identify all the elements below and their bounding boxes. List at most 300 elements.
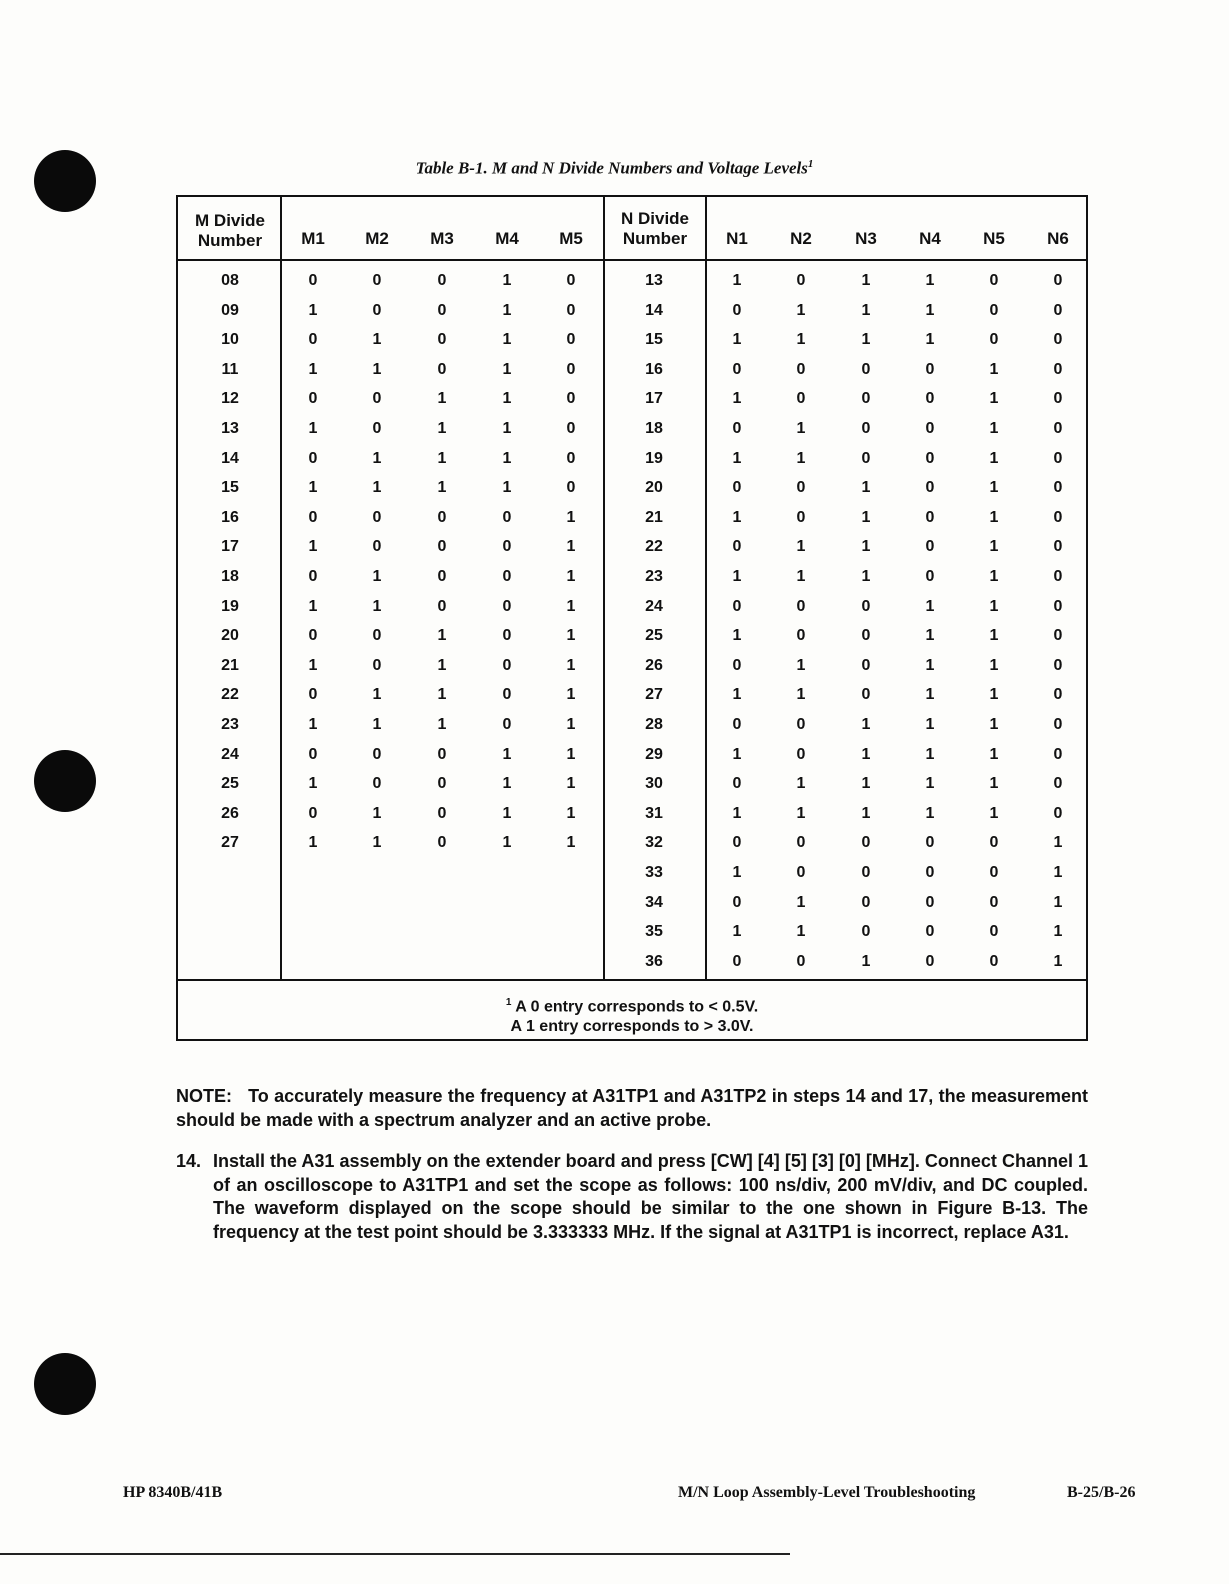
m-bit-cell: 1 <box>566 538 576 556</box>
m-divide-number-cell: 17 <box>221 538 239 556</box>
n-divide-header <box>605 209 705 249</box>
n-bit-cell: 0 <box>861 449 871 467</box>
divide-table <box>176 195 1088 1041</box>
n-bit-cell: 1 <box>732 804 742 822</box>
m-bit-cell: 1 <box>308 538 318 556</box>
m-bit-cell: 1 <box>437 627 447 645</box>
m-bit-cell: 0 <box>502 568 512 585</box>
m-bit-cell: 0 <box>437 331 447 349</box>
n-bit-cell: 1 <box>732 508 742 526</box>
m-bit-cell: 1 <box>566 745 576 763</box>
n-bit-cell: 0 <box>732 893 742 911</box>
note-paragraph <box>176 1084 1088 1132</box>
n-divide-number-cell: 17 <box>645 390 663 408</box>
n-bit-cell: 1 <box>925 686 935 704</box>
n-bit-cell: 1 <box>1053 923 1063 941</box>
n-bit-cell: 0 <box>989 331 999 349</box>
m-bit-cell: 0 <box>502 656 512 674</box>
n-bit-cell: 0 <box>796 360 806 378</box>
n-bit-cell: 0 <box>1053 716 1063 733</box>
m-bit-cell: 0 <box>566 390 576 408</box>
m-bit-cell: 1 <box>502 272 512 289</box>
m-bit-cell: 0 <box>566 449 576 467</box>
m-bit-cell: 0 <box>437 804 447 822</box>
m-bit-cell: 1 <box>502 834 512 852</box>
n-bit-cell: 1 <box>732 923 742 941</box>
n-bit-cell: 0 <box>925 360 935 378</box>
n-divide-number-cell: 33 <box>645 864 663 881</box>
m-divide-header-line1: M Divide <box>195 211 265 230</box>
n-divide-number-cell: 29 <box>645 745 663 763</box>
n-bit-cell: 1 <box>861 804 871 822</box>
m-bit-cell: 0 <box>502 627 512 645</box>
m-bit-cell: 0 <box>437 301 447 319</box>
n-bit-cell: 0 <box>732 952 742 970</box>
n-bit-cell: 1 <box>989 538 999 556</box>
n-bit-cell: 0 <box>989 864 999 881</box>
m-bit-cell: 1 <box>502 479 512 497</box>
m-bit-cell: 0 <box>566 360 576 378</box>
n-bit-cell: 0 <box>861 893 871 911</box>
column-header-n1: N1 <box>726 229 748 248</box>
m-bit-cell: 1 <box>308 301 318 319</box>
m-divide-header <box>180 211 280 251</box>
m-bit-cell: 0 <box>372 627 382 645</box>
binder-hole-bottom <box>34 1353 96 1415</box>
n-bit-cell: 0 <box>1053 686 1063 704</box>
m-bit-cell: 0 <box>308 449 318 467</box>
n-bit-cell: 0 <box>1053 360 1063 378</box>
n-bit-cell: 1 <box>796 568 806 585</box>
n-bit-cell: 1 <box>925 301 935 319</box>
n-bit-cell: 1 <box>732 568 742 585</box>
n-divide-number-cell: 36 <box>645 952 663 970</box>
n-bit-cell: 1 <box>861 301 871 319</box>
n-bit-cell: 0 <box>796 508 806 526</box>
m-bit-cell: 1 <box>566 804 576 822</box>
n-bit-cell: 0 <box>861 923 871 941</box>
n-divide-number-cell: 30 <box>645 775 663 793</box>
n-bit-cell: 0 <box>1053 301 1063 319</box>
footnote-line-2: A 1 entry corresponds to > 3.0V. <box>510 1018 754 1036</box>
n-bit-cell: 1 <box>989 775 999 793</box>
n-bit-cell: 0 <box>732 538 742 556</box>
n-bit-cell: 1 <box>796 686 806 704</box>
n-bit-cell: 1 <box>861 272 871 289</box>
m-bit-cell: 0 <box>372 272 382 289</box>
column-header-n3: N3 <box>855 229 877 248</box>
table-caption-text: Table B-1. M and N Divide Numbers and Voltage Levels <box>415 158 808 178</box>
m-bit-cell: 0 <box>502 538 512 556</box>
footnote-line-1-text: A 0 entry corresponds to < 0.5V. <box>515 998 759 1016</box>
m-bit-cell: 0 <box>566 331 576 349</box>
m-divide-number-cell: 09 <box>221 301 239 319</box>
m-divide-number-cell: 25 <box>221 775 239 793</box>
n-bit-cell: 1 <box>796 656 806 674</box>
m-bit-cell: 0 <box>502 686 512 704</box>
n-bit-cell: 1 <box>732 627 742 645</box>
n-bit-cell: 1 <box>925 716 935 733</box>
n-bit-cell: 1 <box>861 479 871 497</box>
footer-left: HP 8340B/41B <box>123 1484 223 1501</box>
m-bit-cell: 0 <box>372 656 382 674</box>
m-bit-cell: 0 <box>372 420 382 437</box>
n-divide-number-cell: 32 <box>645 834 663 852</box>
m-bit-cell: 0 <box>566 272 576 289</box>
table-divider-n-number <box>705 197 707 979</box>
m-bit-cell: 1 <box>566 716 576 733</box>
n-divide-number-cell: 19 <box>645 449 663 467</box>
step-14-number: 14. <box>176 1151 202 1171</box>
n-bit-cell: 1 <box>989 627 999 645</box>
n-bit-cell: 1 <box>861 716 871 733</box>
n-bit-cell: 0 <box>925 923 935 941</box>
m-bit-cell: 1 <box>566 508 576 526</box>
n-bit-cell: 1 <box>861 508 871 526</box>
n-divide-number-cell: 18 <box>645 420 663 437</box>
m-divide-number-cell: 08 <box>221 272 239 289</box>
m-bit-cell: 0 <box>308 390 318 408</box>
m-bit-cell: 0 <box>308 508 318 526</box>
m-bit-cell: 1 <box>372 597 382 615</box>
m-bit-cell: 1 <box>308 420 318 437</box>
n-bit-cell: 1 <box>796 923 806 941</box>
n-bit-cell: 0 <box>732 834 742 852</box>
m-bit-cell: 1 <box>566 597 576 615</box>
n-divide-number-cell: 31 <box>645 804 663 822</box>
n-bit-cell: 1 <box>989 656 999 674</box>
n-bit-cell: 0 <box>989 301 999 319</box>
n-bit-cell: 0 <box>989 923 999 941</box>
m-bit-cell: 0 <box>372 745 382 763</box>
m-bit-cell: 0 <box>308 568 318 585</box>
table-divider-m-number <box>280 197 282 979</box>
m-bit-cell: 1 <box>437 686 447 704</box>
m-divide-header-line2: Number <box>197 231 263 250</box>
m-bit-cell: 1 <box>566 568 576 585</box>
n-divide-number-cell: 20 <box>645 479 663 497</box>
n-bit-cell: 0 <box>861 360 871 378</box>
column-header-m5: M5 <box>559 229 583 248</box>
m-bit-cell: 0 <box>308 686 318 704</box>
m-bit-cell: 1 <box>372 804 382 822</box>
n-bit-cell: 1 <box>796 331 806 349</box>
n-divide-number-cell: 22 <box>645 538 663 556</box>
n-bit-cell: 0 <box>861 834 871 852</box>
n-bit-cell: 0 <box>989 834 999 852</box>
n-bit-cell: 1 <box>989 449 999 467</box>
n-divide-header-line2: Number <box>622 229 688 248</box>
n-bit-cell: 0 <box>1053 745 1063 763</box>
m-bit-cell: 0 <box>437 834 447 852</box>
m-bit-cell: 0 <box>437 597 447 615</box>
n-bit-cell: 1 <box>861 745 871 763</box>
footer-center: M/N Loop Assembly-Level Troubleshooting <box>678 1484 976 1501</box>
n-bit-cell: 1 <box>989 804 999 822</box>
n-bit-cell: 1 <box>1053 834 1063 852</box>
m-bit-cell: 1 <box>566 775 576 793</box>
n-divide-number-cell: 15 <box>645 331 663 349</box>
m-bit-cell: 1 <box>308 834 318 852</box>
m-bit-cell: 1 <box>566 834 576 852</box>
m-bit-cell: 0 <box>308 745 318 763</box>
n-bit-cell: 1 <box>989 479 999 497</box>
n-bit-cell: 0 <box>925 479 935 497</box>
m-bit-cell: 1 <box>502 804 512 822</box>
column-header-m3: M3 <box>430 229 454 248</box>
n-bit-cell: 1 <box>989 716 999 733</box>
n-divide-number-cell: 27 <box>645 686 663 704</box>
n-bit-cell: 0 <box>925 893 935 911</box>
n-divide-number-cell: 14 <box>645 301 663 319</box>
table-caption <box>0 158 1229 179</box>
n-bit-cell: 1 <box>796 775 806 793</box>
n-bit-cell: 0 <box>1053 597 1063 615</box>
n-bit-cell: 0 <box>732 301 742 319</box>
n-bit-cell: 1 <box>989 597 999 615</box>
table-footnote <box>178 993 1086 1037</box>
m-bit-cell: 1 <box>437 656 447 674</box>
n-bit-cell: 1 <box>925 656 935 674</box>
n-bit-cell: 1 <box>925 775 935 793</box>
m-divide-number-cell: 27 <box>221 834 239 852</box>
m-divide-number-cell: 14 <box>221 449 239 467</box>
m-bit-cell: 1 <box>308 775 318 793</box>
m-bit-cell: 0 <box>372 390 382 408</box>
n-bit-cell: 1 <box>1053 893 1063 911</box>
n-bit-cell: 0 <box>732 420 742 437</box>
m-bit-cell: 0 <box>502 716 512 733</box>
n-bit-cell: 0 <box>1053 390 1063 408</box>
n-bit-cell: 1 <box>796 301 806 319</box>
binder-hole-middle <box>34 750 96 812</box>
m-bit-cell: 1 <box>502 775 512 793</box>
n-bit-cell: 0 <box>796 952 806 970</box>
n-bit-cell: 0 <box>1053 479 1063 497</box>
n-divide-number-cell: 13 <box>645 272 663 289</box>
m-divide-number-cell: 13 <box>221 420 239 437</box>
n-bit-cell: 0 <box>796 597 806 615</box>
n-bit-cell: 0 <box>861 420 871 437</box>
n-bit-cell: 0 <box>1053 272 1063 289</box>
n-bit-cell: 0 <box>925 834 935 852</box>
n-bit-cell: 0 <box>796 716 806 733</box>
m-divide-number-cell: 20 <box>221 627 239 645</box>
column-header-n5: N5 <box>983 229 1005 248</box>
n-bit-cell: 0 <box>1053 420 1063 437</box>
n-bit-cell: 1 <box>925 745 935 763</box>
m-bit-cell: 1 <box>566 686 576 704</box>
m-divide-number-cell: 22 <box>221 686 239 704</box>
m-bit-cell: 1 <box>372 686 382 704</box>
m-bit-cell: 0 <box>308 272 318 289</box>
m-bit-cell: 1 <box>502 745 512 763</box>
n-bit-cell: 1 <box>989 508 999 526</box>
m-bit-cell: 1 <box>502 360 512 378</box>
n-bit-cell: 1 <box>732 331 742 349</box>
m-bit-cell: 1 <box>502 420 512 437</box>
n-bit-cell: 1 <box>925 331 935 349</box>
n-bit-cell: 0 <box>732 479 742 497</box>
n-bit-cell: 0 <box>861 864 871 881</box>
m-bit-cell: 1 <box>502 449 512 467</box>
m-bit-cell: 1 <box>308 656 318 674</box>
n-bit-cell: 0 <box>925 449 935 467</box>
m-divide-number-cell: 23 <box>221 716 239 733</box>
n-bit-cell: 1 <box>989 686 999 704</box>
n-divide-number-cell: 23 <box>645 568 663 585</box>
m-bit-cell: 0 <box>566 420 576 437</box>
n-bit-cell: 0 <box>925 864 935 881</box>
n-bit-cell: 0 <box>861 390 871 408</box>
column-header-n4: N4 <box>919 229 941 248</box>
m-bit-cell: 0 <box>502 508 512 526</box>
column-header-n2: N2 <box>790 229 812 248</box>
footnote-mark: 1 <box>505 997 512 1008</box>
n-divide-header-line1: N Divide <box>620 209 690 228</box>
n-bit-cell: 0 <box>732 775 742 793</box>
n-bit-cell: 1 <box>1053 952 1063 970</box>
m-bit-cell: 1 <box>437 716 447 733</box>
m-bit-cell: 1 <box>437 479 447 497</box>
m-divide-number-cell: 26 <box>221 804 239 822</box>
m-bit-cell: 0 <box>308 331 318 349</box>
m-bit-cell: 1 <box>308 479 318 497</box>
n-bit-cell: 1 <box>796 449 806 467</box>
n-bit-cell: 1 <box>861 568 871 585</box>
m-bit-cell: 0 <box>372 775 382 793</box>
n-bit-cell: 1 <box>732 745 742 763</box>
m-divide-number-cell: 24 <box>221 745 239 763</box>
n-bit-cell: 0 <box>796 479 806 497</box>
m-bit-cell: 1 <box>372 568 382 585</box>
note-label: NOTE: <box>176 1086 232 1106</box>
n-bit-cell: 0 <box>796 272 806 289</box>
m-bit-cell: 0 <box>437 272 447 289</box>
n-bit-cell: 0 <box>796 834 806 852</box>
n-bit-cell: 0 <box>861 597 871 615</box>
n-bit-cell: 0 <box>1053 508 1063 526</box>
m-bit-cell: 0 <box>308 627 318 645</box>
n-divide-number-cell: 26 <box>645 656 663 674</box>
n-bit-cell: 1 <box>989 360 999 378</box>
m-divide-number-cell: 11 <box>221 360 239 378</box>
m-divide-number-cell: 12 <box>221 390 239 408</box>
n-bit-cell: 1 <box>796 538 806 556</box>
m-bit-cell: 0 <box>437 508 447 526</box>
n-bit-cell: 0 <box>732 716 742 733</box>
n-bit-cell: 0 <box>1053 775 1063 793</box>
m-bit-cell: 1 <box>437 449 447 467</box>
step-14 <box>176 1150 1088 1244</box>
m-bit-cell: 1 <box>566 627 576 645</box>
n-bit-cell: 1 <box>925 804 935 822</box>
n-bit-cell: 1 <box>796 893 806 911</box>
m-bit-cell: 0 <box>566 479 576 497</box>
n-bit-cell: 0 <box>796 745 806 763</box>
n-bit-cell: 0 <box>732 656 742 674</box>
n-divide-number-cell: 25 <box>645 627 663 645</box>
m-bit-cell: 0 <box>566 301 576 319</box>
n-bit-cell: 1 <box>925 627 935 645</box>
n-bit-cell: 0 <box>861 686 871 704</box>
n-bit-cell: 1 <box>925 597 935 615</box>
column-header-m4: M4 <box>495 229 519 248</box>
m-bit-cell: 0 <box>502 597 512 615</box>
column-header-m1: M1 <box>301 229 325 248</box>
n-bit-cell: 0 <box>1053 656 1063 674</box>
n-bit-cell: 1 <box>732 686 742 704</box>
m-bit-cell: 0 <box>372 508 382 526</box>
table-header-rule <box>178 259 1086 261</box>
n-divide-number-cell: 28 <box>645 716 663 733</box>
m-divide-number-cell: 15 <box>221 479 239 497</box>
m-divide-number-cell: 10 <box>221 331 239 349</box>
n-bit-cell: 0 <box>1053 804 1063 822</box>
n-bit-cell: 0 <box>989 952 999 970</box>
n-bit-cell: 1 <box>1053 864 1063 881</box>
n-divide-number-cell: 34 <box>645 893 663 911</box>
n-bit-cell: 0 <box>1053 331 1063 349</box>
n-bit-cell: 1 <box>989 390 999 408</box>
m-bit-cell: 1 <box>308 597 318 615</box>
n-bit-cell: 0 <box>925 568 935 585</box>
column-header-n6: N6 <box>1047 229 1069 248</box>
n-divide-number-cell: 21 <box>645 508 663 526</box>
bottom-rule <box>0 1553 790 1555</box>
table-caption-footnote-mark: 1 <box>807 158 814 170</box>
n-bit-cell: 0 <box>1053 538 1063 556</box>
m-divide-number-cell: 18 <box>221 568 239 585</box>
m-divide-number-cell: 19 <box>221 597 239 615</box>
n-bit-cell: 0 <box>989 893 999 911</box>
n-bit-cell: 1 <box>861 538 871 556</box>
m-bit-cell: 1 <box>502 331 512 349</box>
n-bit-cell: 1 <box>732 390 742 408</box>
n-divide-number-cell: 35 <box>645 923 663 941</box>
n-bit-cell: 0 <box>1053 627 1063 645</box>
m-bit-cell: 1 <box>502 390 512 408</box>
m-divide-number-cell: 21 <box>221 656 239 674</box>
n-divide-number-cell: 16 <box>645 360 663 378</box>
m-bit-cell: 1 <box>437 390 447 408</box>
n-bit-cell: 0 <box>796 390 806 408</box>
m-bit-cell: 1 <box>566 656 576 674</box>
m-bit-cell: 1 <box>308 716 318 733</box>
n-bit-cell: 1 <box>861 331 871 349</box>
n-bit-cell: 0 <box>732 360 742 378</box>
n-bit-cell: 0 <box>989 272 999 289</box>
n-bit-cell: 1 <box>861 775 871 793</box>
n-bit-cell: 0 <box>925 420 935 437</box>
table-divider-m-n <box>603 197 605 979</box>
n-divide-number-cell: 24 <box>645 597 663 615</box>
n-bit-cell: 1 <box>925 272 935 289</box>
note-text: To accurately measure the frequency at A31TP1 and A31TP2 in steps 14 and 17, the measurement should be made with a spectrum analyzer and an active probe. <box>176 1086 1088 1130</box>
m-bit-cell: 1 <box>372 360 382 378</box>
n-bit-cell: 1 <box>732 272 742 289</box>
footnote-line-1 <box>178 993 1086 1017</box>
m-bit-cell: 1 <box>372 331 382 349</box>
n-bit-cell: 1 <box>732 449 742 467</box>
m-divide-number-cell: 16 <box>221 508 239 526</box>
m-bit-cell: 0 <box>308 804 318 822</box>
m-bit-cell: 1 <box>372 834 382 852</box>
m-bit-cell: 0 <box>372 538 382 556</box>
column-header-m2: M2 <box>365 229 389 248</box>
footer-right: B-25/B-26 <box>1067 1484 1136 1501</box>
m-bit-cell: 0 <box>437 568 447 585</box>
